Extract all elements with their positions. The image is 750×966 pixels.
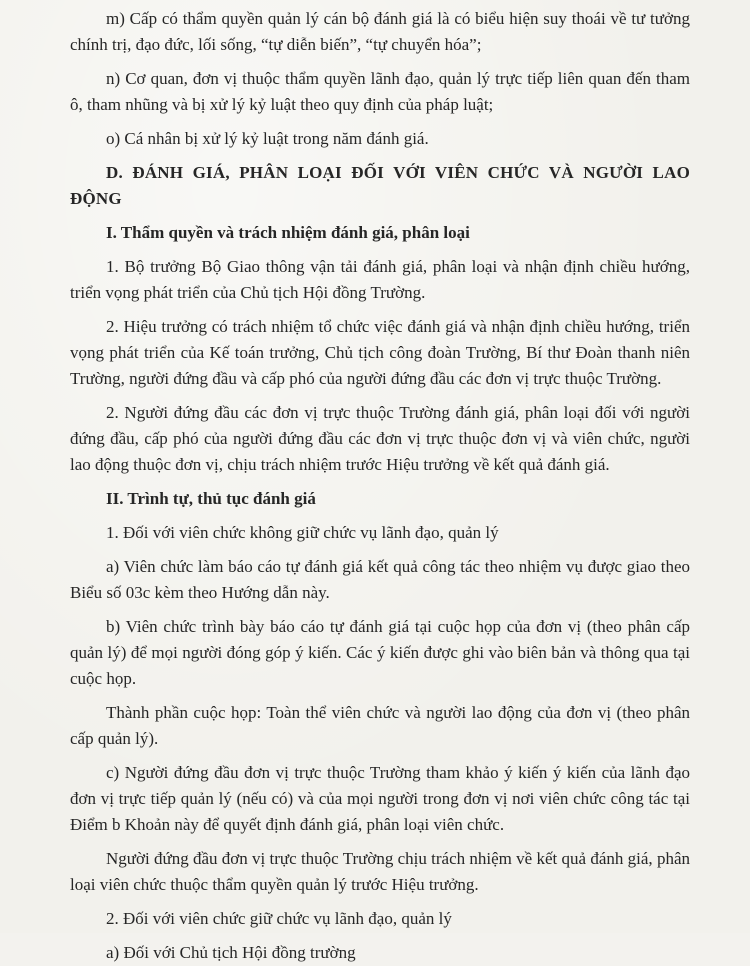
section-d-heading: D. ĐÁNH GIÁ, PHÂN LOẠI ĐỐI VỚI VIÊN CHỨC VÀ NGƯỜI LAO ĐỘNG xyxy=(70,163,690,208)
section-ii-paragraph-1: 1. Đối với viên chức không giữ chức vụ lãnh đạo, quản lý xyxy=(106,523,499,542)
section-ii-paragraph-2: 2. Đối với viên chức giữ chức vụ lãnh đạo, quản lý xyxy=(106,909,452,928)
section-i-paragraph-2: 2. Hiệu trưởng có trách nhiệm tổ chức việc đánh giá và nhận định chiều hướng, triển vọng phát triển của Kế toán trưởng, Chủ tịch công đoàn Trường, Bí thư Đoàn thanh niên Trường, người đứng đầu và cấp phó của người đứng đầu các đơn vị trực thuộc Trường. xyxy=(70,317,690,388)
section-ii-paragraph-a: a) Viên chức làm báo cáo tự đánh giá kết quả công tác theo nhiệm vụ được giao theo Biểu số 03c kèm theo Hướng dẫn này. xyxy=(70,557,690,602)
section-ii-responsibility: Người đứng đầu đơn vị trực thuộc Trường chịu trách nhiệm về kết quả đánh giá, phân loại viên chức thuộc thẩm quyền quản lý trước Hiệu trưởng. xyxy=(70,849,690,894)
section-i-paragraph-1: 1. Bộ trưởng Bộ Giao thông vận tải đánh giá, phân loại và nhận định chiều hướng, triển vọng phát triển của Chủ tịch Hội đồng Trường. xyxy=(70,257,690,302)
section-ii-paragraph-b: b) Viên chức trình bày báo cáo tự đánh giá tại cuộc họp của đơn vị (theo phân cấp quản lý) để mọi người đóng góp ý kiến. Các ý kiến được ghi vào biên bản và thông qua tại cuộc họp. xyxy=(70,617,690,688)
item-o: o) Cá nhân bị xử lý kỷ luật trong năm đánh giá. xyxy=(106,129,429,148)
section-i-heading: I. Thẩm quyền và trách nhiệm đánh giá, phân loại xyxy=(106,223,470,242)
section-i-paragraph-3: 2. Người đứng đầu các đơn vị trực thuộc Trường đánh giá, phân loại đối với người đứng đầu, cấp phó của người đứng đầu các đơn vị trực thuộc đơn vị và viên chức, người lao động thuộc đơn vị, chịu trách nhiệm trước Hiệu trưởng về kết quả đánh giá. xyxy=(70,403,690,474)
section-ii-paragraph-c: c) Người đứng đầu đơn vị trực thuộc Trường tham khảo ý kiến ý kiến của lãnh đạo đơn vị trực tiếp quản lý (nếu có) và của mọi người trong đơn vị nơi viên chức công tác tại Điểm b Khoản này để quyết định đánh giá, phân loại viên chức. xyxy=(70,763,690,834)
item-n: n) Cơ quan, đơn vị thuộc thẩm quyền lãnh đạo, quản lý trực tiếp liên quan đến tham ô, tham nhũng và bị xử lý kỷ luật theo quy định của pháp luật; xyxy=(70,69,690,114)
section-ii-paragraph-2a: a) Đối với Chủ tịch Hội đồng trường xyxy=(106,943,356,962)
item-m: m) Cấp có thẩm quyền quản lý cán bộ đánh giá là có biểu hiện suy thoái về tư tưởng chính trị, đạo đức, lối sống, “tự diễn biến”, “tự chuyển hóa”; xyxy=(70,9,690,54)
section-ii-heading: II. Trình tự, thủ tục đánh giá xyxy=(106,489,316,508)
section-ii-meeting-composition: Thành phần cuộc họp: Toàn thể viên chức và người lao động của đơn vị (theo phân cấp quản lý). xyxy=(70,703,690,748)
